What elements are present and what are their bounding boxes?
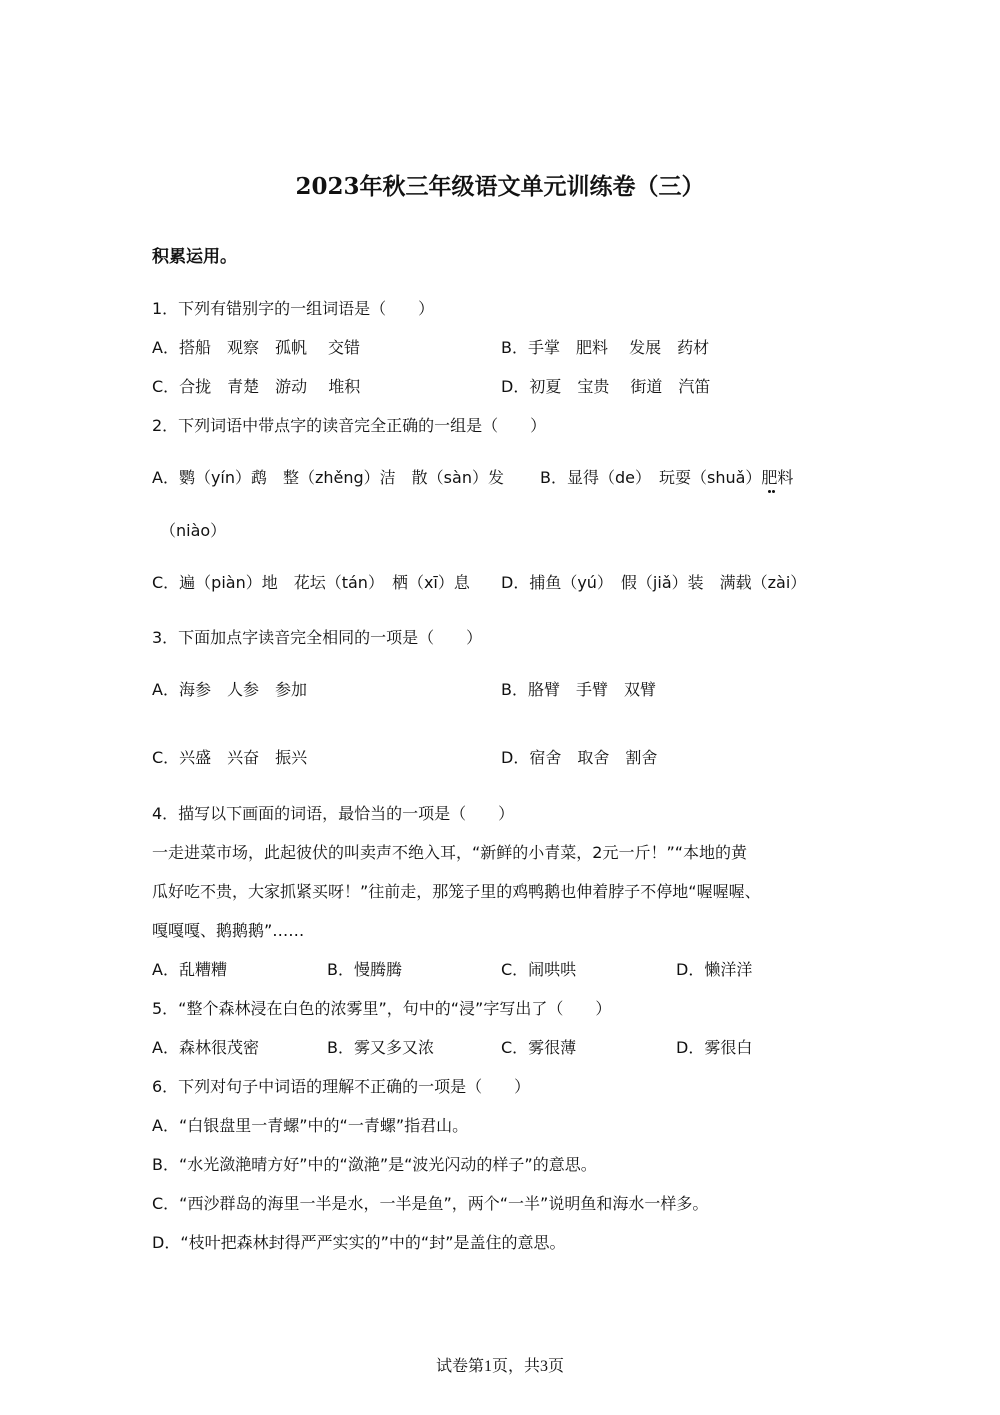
question-3-option-d: D．宿舍 取舍 割舍 <box>501 748 658 767</box>
question-6-option-c: C．“西沙群岛的海里一半是水，一半是鱼”，两个“一半”说明鱼和海水一样多。 <box>152 1194 709 1213</box>
question-4-option-d: D．懒洋洋 <box>676 960 753 979</box>
question-3-stem: 3．下面加点字读音完全相同的一项是（ ） <box>152 628 483 647</box>
question-5-option-c: C．雾很薄 <box>501 1038 577 1057</box>
question-4-stem: 4．描写以下画面的词语，最恰当的一项是（ ） <box>152 804 515 823</box>
question-4-option-b: B．慢腾腾 <box>327 960 402 979</box>
question-2-option-d: D．捕鱼（yú） 假（jiǎ）装 满载（zài） <box>501 573 807 592</box>
page-title: 2023年秋三年级语文单元训练卷（三） <box>295 173 705 200</box>
question-3-option-b: B．胳臂 手臂 双臂 <box>501 680 656 699</box>
question-6-option-b: B．“水光潋滟晴方好”中的“潋滟”是“波光闪动的样子”的意思。 <box>152 1155 597 1174</box>
question-6-option-d: D．“枝叶把森林封得严严实实的”中的“封”是盖住的意思。 <box>152 1233 566 1252</box>
question-1-option-d: D．初夏 宝贵 街道 汽笛 <box>501 377 711 396</box>
question-3-option-c: C．兴盛 兴奋 振兴 <box>152 748 308 767</box>
question-1-option-b: B．手掌 肥料 发展 药材 <box>501 338 710 357</box>
question-2-option-a: A．鹦（yín）鹉 整（zhěng）洁 散（sàn）发 <box>152 468 504 487</box>
question-1-option-c: C．合拢 青楚 游动 堆积 <box>152 377 361 396</box>
question-2-stem: 2．下列词语中带点字的读音完全正确的一组是（ ） <box>152 416 547 435</box>
question-4-option-c: C．闹哄哄 <box>501 960 577 979</box>
question-4-passage-line-1: 一走进菜市场，此起彼伏的叫卖声不绝入耳，“新鲜的小青菜，2元一斤！”“本地的黄 <box>152 843 748 862</box>
question-2-option-b-continued: （niào） <box>160 521 227 540</box>
page-footer: 试卷第1页，共3页 <box>435 1358 564 1375</box>
question-5-stem: 5．“整个森林浸在白色的浓雾里”，句中的“浸”字写出了（ ） <box>152 999 612 1018</box>
question-1-option-a: A．搭船 观察 孤帆 交错 <box>152 338 361 357</box>
question-4-passage-line-3: 嘎嘎嘎、鹅鹅鹅”…… <box>152 921 305 940</box>
question-5-option-b: B．雾又多又浓 <box>327 1038 434 1057</box>
question-5-option-a: A．森林很茂密 <box>152 1038 259 1057</box>
question-6-option-a: A．“白银盘里一青螺”中的“一青螺”指君山。 <box>152 1116 469 1135</box>
question-4-passage-line-2: 瓜好吃不贵，大家抓紧买呀！”往前走，那笼子里的鸡鸭鹅也伸着脖子不停地“喔喔喔、 <box>152 882 761 901</box>
question-6-stem: 6．下列对句子中词语的理解不正确的一项是（ ） <box>152 1077 531 1096</box>
question-2-option-c: C．遍（piàn）地 花坛（tán） 栖（xī）息 <box>152 573 470 592</box>
question-1-stem: 1．下列有错别字的一组词语是（ ） <box>152 299 435 318</box>
question-2-option-b: B．显得（de） 玩耍（shuǎ）肥料 <box>540 468 794 487</box>
question-3-option-a: A．海参 人参 参加 <box>152 680 307 699</box>
section-heading: 积累运用。 <box>152 247 237 267</box>
question-5-option-d: D．雾很白 <box>676 1038 753 1057</box>
question-4-option-a: A．乱糟糟 <box>152 960 227 979</box>
emphasis-dot <box>772 490 775 493</box>
emphasis-dot <box>768 490 771 493</box>
